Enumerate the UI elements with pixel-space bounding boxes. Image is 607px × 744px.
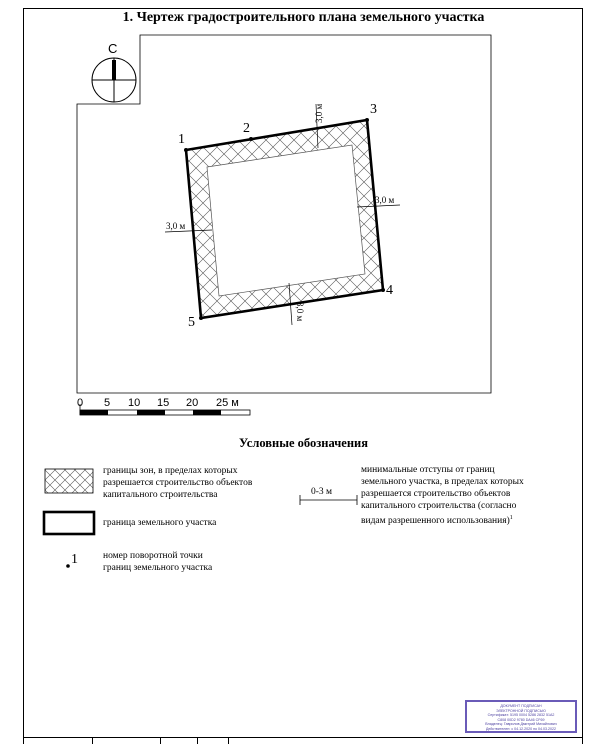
- point-marker: [184, 148, 188, 152]
- legend-hatch-swatch: [45, 469, 93, 493]
- point-marker: [381, 288, 385, 292]
- point-marker: [199, 316, 203, 320]
- scale-tick: 20: [186, 397, 199, 409]
- page-title: 1. Чертеж градостроительного плана земельного участка: [122, 10, 485, 25]
- point-label: 5: [188, 315, 195, 330]
- legend-parcel-swatch: [44, 512, 94, 534]
- inner-envelope: [207, 145, 365, 296]
- scale-tick: 5: [104, 397, 111, 409]
- point-label: 2: [243, 121, 250, 136]
- footer-table-divider: [228, 737, 229, 744]
- legend-setback-text: минимальные отступы от границ земельного участка, в пределах которых разрешается строительство объектов капитального строительства (согласно видам разрешенного использования)$^1$: [361, 465, 524, 527]
- scale-tick: 0: [77, 397, 84, 409]
- scale-tick: 10: [128, 397, 141, 409]
- setback-label-bottom: 3,0 м: [295, 302, 305, 322]
- scale-tick: 15: [157, 397, 170, 409]
- point-marker: [249, 137, 253, 141]
- footer-table-line: [23, 737, 583, 738]
- footer-table-divider: [160, 737, 161, 744]
- legend-hatch-text: границы зон, в пределах которых разрешается строительство объектов капитального строительства: [103, 466, 253, 500]
- point-label: 1: [178, 132, 185, 147]
- point-label: 3: [370, 102, 377, 117]
- compass-north-label: С: [108, 41, 118, 56]
- legend-point-symbol: 1: [71, 552, 78, 567]
- legend-point-dot: [66, 564, 70, 568]
- footer-table-divider: [197, 737, 198, 744]
- point-label: 4: [386, 283, 393, 298]
- point-marker: [365, 118, 369, 122]
- legend-title: Условные обозначения: [238, 436, 369, 450]
- setback-label-right: 3,0 м: [375, 195, 395, 205]
- footnote-mark: 1: [509, 515, 513, 521]
- setback-label-top: 3,0 м: [314, 103, 324, 123]
- legend-point-text: номер поворотной точки границ земельного участка: [103, 551, 213, 573]
- north-arrow-icon: [92, 58, 136, 102]
- footer-table-divider: [92, 737, 93, 744]
- scale-tick: 25 м: [216, 397, 239, 409]
- legend-setback-symbol: 0-3 м: [311, 487, 333, 497]
- setback-label-left: 3,0 м: [166, 221, 186, 231]
- legend-parcel-text: граница земельного участка: [103, 518, 217, 528]
- e-signature-stamp: ДОКУМЕНТ ПОДПИСАН ЭЛЕКТРОННОЙ ПОДПИСЬЮ Сертификат: 5195 0004 5286 2832 51A2 C808 00D2 9780 DA46 CF69 Владелец: Гаврилов Дмитрий Михайлович Действителен: с 04.12.2020 по 04.03.2022: [465, 700, 577, 733]
